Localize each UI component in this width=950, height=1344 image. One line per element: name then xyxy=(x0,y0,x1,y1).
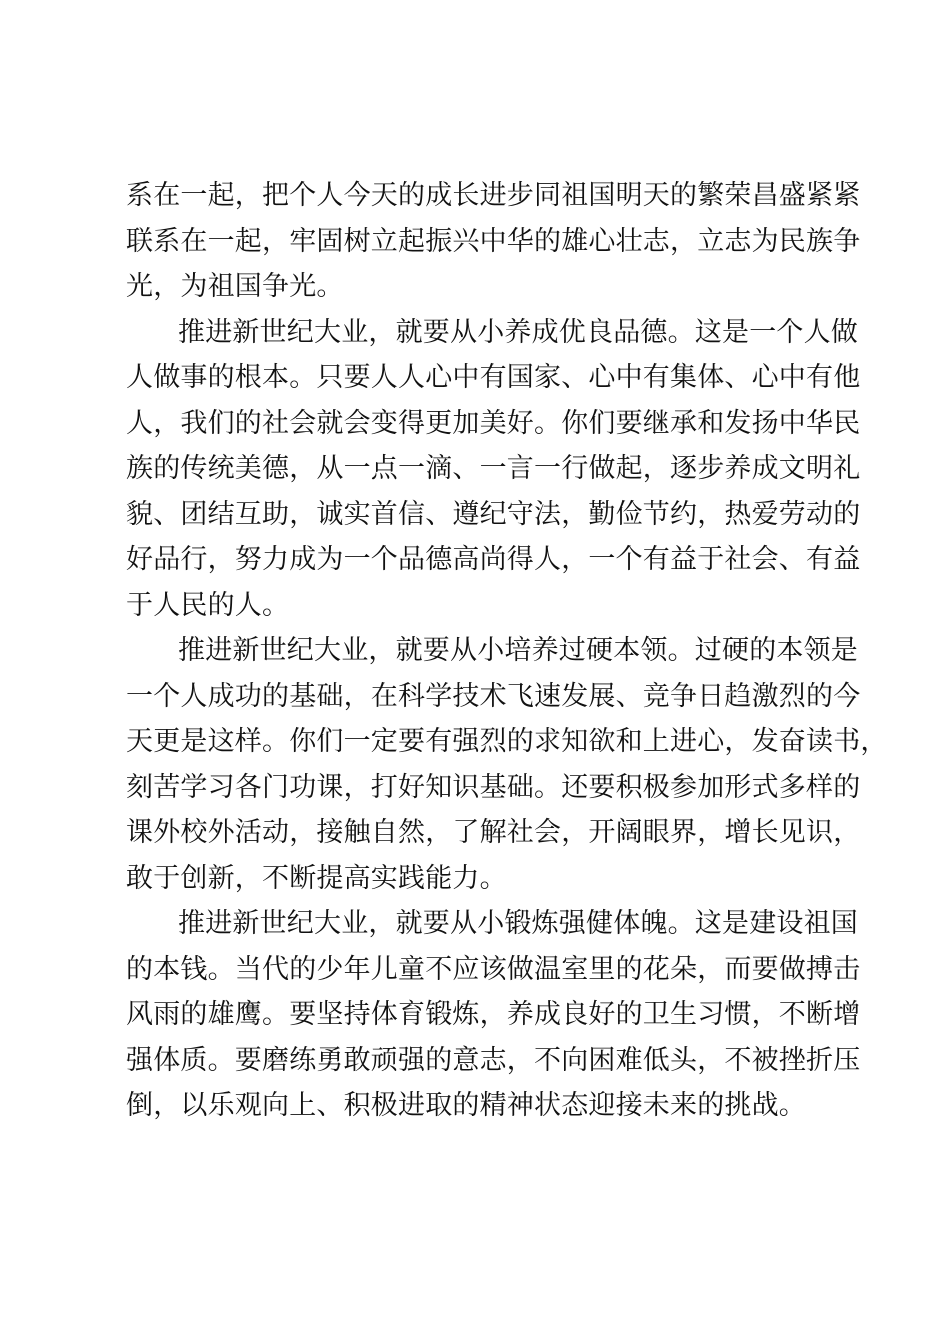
paragraph-first-line: 推进新世纪大业，就要从小培养过硬本领。过硬的本领是 xyxy=(178,635,858,666)
text-line: 人，我们的社会就会变得更加美好。你们要继承和发扬中华民 xyxy=(126,407,861,439)
text-line: 倒，以乐观向上、积极进取的精神状态迎接未来的挑战。 xyxy=(126,1090,806,1121)
text-line: 族的传统美德，从一点一滴、一言一行做起，逐步养成文明礼 xyxy=(126,453,861,484)
text-line: 的本钱。当代的少年儿童不应该做温室里的花朵，而要做搏击 xyxy=(126,953,861,985)
text-line: 人做事的根本。只要人人心中有国家、心中有集体、心中有他 xyxy=(126,362,861,393)
text-line: 于人民的人。 xyxy=(126,589,290,621)
text-line: 敢于创新，不断提高实践能力。 xyxy=(126,862,507,894)
text-line: 刻苦学习各门功课，打好知识基础。还要积极参加形式多样的 xyxy=(126,771,861,803)
text-line: 貌、团结互助，诚实首信、遵纪守法，勤俭节约，热爱劳动的 xyxy=(126,498,861,530)
text-line: 联系在一起，牢固树立起振兴中华的雄心壮志，立志为民族争 xyxy=(126,225,861,257)
text-line: 光，为祖国争光。 xyxy=(126,271,344,302)
document-body xyxy=(126,173,888,1129)
text-line: 好品行，努力成为一个品德高尚得人，一个有益于社会、有益 xyxy=(126,544,861,575)
text-line: 系在一起，把个人今天的成长进步同祖国明天的繁荣昌盛紧紧 xyxy=(126,180,861,211)
text-line: 风雨的雄鹰。要坚持体育锻炼，养成良好的卫生习惯，不断增 xyxy=(126,999,861,1030)
paragraph-first-line: 推进新世纪大业，就要从小养成优良品德。这是一个人做 xyxy=(178,316,858,348)
text-line: 课外校外活动，接触自然，了解社会，开阔眼界，增长见识， xyxy=(126,817,861,848)
text-line: 天更是这样。你们一定要有强烈的求知欲和上进心，发奋读书， xyxy=(126,726,888,757)
text-line: 强体质。要磨练勇敢顽强的意志，不向困难低头，不被挫折压 xyxy=(126,1044,861,1076)
text-line: 一个人成功的基础，在科学技术飞速发展、竞争日趋激烈的今 xyxy=(126,680,861,712)
paragraph-first-line: 推进新世纪大业，就要从小锻炼强健体魄。这是建设祖国 xyxy=(178,908,858,939)
